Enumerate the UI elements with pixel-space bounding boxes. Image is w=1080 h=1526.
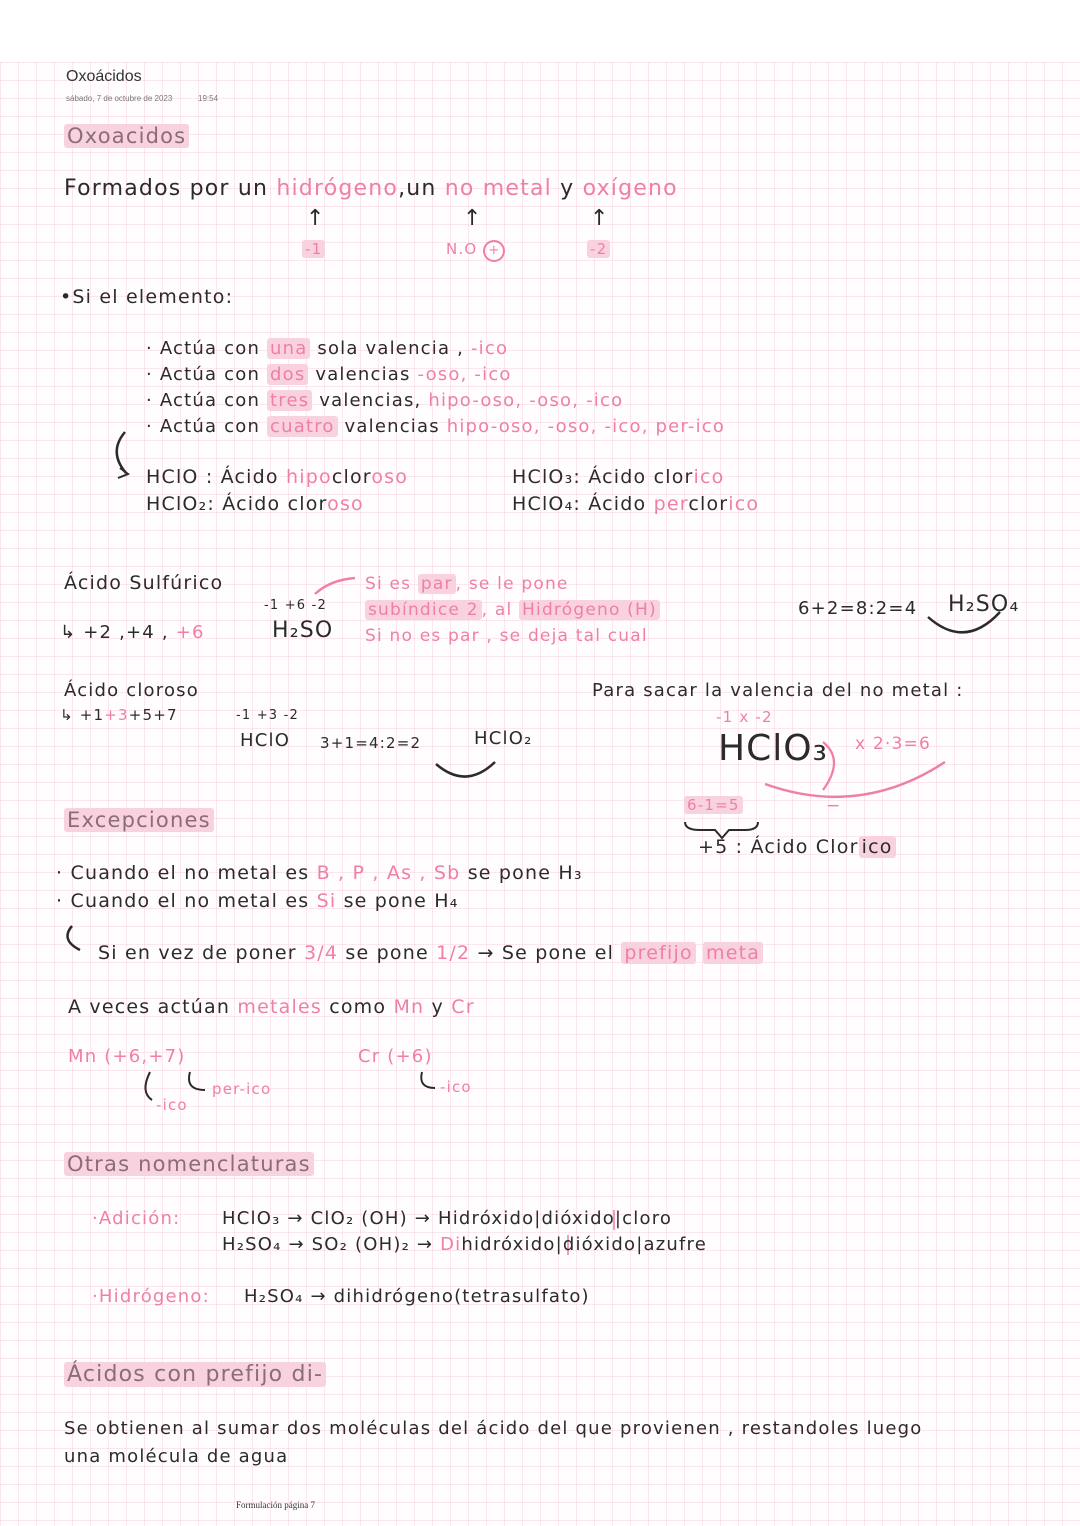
sulfurico-note-1: [365, 574, 569, 594]
adicion-text: hidróxido|dióxido|azufre: [461, 1234, 707, 1255]
cloroso-formula: HClO: [240, 730, 291, 751]
comma-un-text: ,un: [398, 176, 437, 201]
example-suffix: oso: [371, 466, 409, 488]
formed-by-text: Formados por un: [64, 176, 269, 201]
rule-item-1: [146, 338, 508, 359]
rule-count: una: [267, 338, 310, 359]
curved-arrow-icon: [421, 1072, 435, 1088]
rule-pre: · Actúa con: [146, 416, 261, 437]
valencia-calc: 6-1=5: [684, 796, 743, 814]
rule-item-3: [146, 390, 623, 411]
sulfurico-charges: -1 +6 -2: [264, 598, 327, 613]
result-text: +5 : Ácido Clor: [698, 836, 859, 858]
example-formula: HClO₃: Ácido: [512, 466, 647, 488]
hidrogeno-label: ·Hidrógeno:: [92, 1286, 210, 1307]
valence-dark: +1: [79, 706, 105, 724]
note-text: Si es: [365, 574, 412, 594]
line-text: se pone H₃: [467, 862, 583, 884]
h-charge-value: -1: [302, 240, 325, 258]
page-header-background: [0, 0, 1080, 62]
valencia-title: Para sacar la valencia del no metal :: [592, 680, 964, 701]
valencia-times: x 2·3=6: [855, 734, 931, 754]
rule-suffix: hipo-oso, -oso, -ico: [428, 390, 624, 411]
intro-line: [64, 176, 678, 201]
example-root: clor: [688, 493, 729, 515]
adicion-line-2: [222, 1234, 707, 1255]
valencia-charges: -1 x -2: [716, 708, 773, 726]
hidrogeno-line: H₂SO₄ → dihidrógeno(tetrasulfato): [244, 1286, 590, 1307]
curved-arrow-icon: [117, 432, 126, 473]
sulfurico-valences: ↳ +2 ,+4 , +6: [60, 622, 205, 643]
heading-text: Otras nomenclaturas: [64, 1152, 314, 1176]
sulfurico-note-3: Si no es par , se deja tal cual: [365, 626, 648, 646]
rule-pre: · Actúa con: [146, 338, 261, 359]
excepcion-line-1: [56, 862, 583, 884]
sulfurico-title: Ácido Sulfúrico: [64, 572, 224, 594]
curved-arrow-icon: [145, 1072, 152, 1100]
metales-highlight: Mn: [393, 996, 425, 1018]
heading-text: Oxoacidos: [64, 124, 189, 148]
rule-pre: · Actúa con: [146, 364, 261, 385]
sulfurico-result: H₂SO₄: [948, 592, 1020, 617]
rule-pre: · Actúa con: [146, 390, 261, 411]
mn-perico: per-ico: [212, 1080, 272, 1098]
oxigeno-word: oxígeno: [582, 176, 678, 201]
result-highlight: ico: [859, 836, 896, 858]
note-text: , se le pone: [455, 574, 569, 594]
hidrogeno-word: hidrógeno: [276, 176, 399, 201]
example-formula: HClO : Ácido: [146, 466, 279, 488]
o-charge-label: [587, 240, 610, 258]
no-metal-word: no metal: [444, 176, 552, 201]
up-arrow-icon: ↑: [306, 206, 325, 231]
o-charge-value: -2: [587, 240, 610, 258]
example-hclo: [146, 466, 408, 488]
adicion-text: H₂SO₄ → SO₂ (OH)₂ →: [222, 1234, 434, 1255]
rule-item-2: [146, 364, 512, 385]
no-charge-label: [446, 240, 505, 262]
curved-arrow-icon: [436, 762, 495, 777]
plus-circle-icon: +: [483, 240, 505, 262]
prefijo-di-line-2: una molécula de agua: [64, 1446, 289, 1467]
rule-post: sola valencia ,: [317, 338, 465, 359]
rule-post: valencias: [344, 416, 440, 437]
metales-text: A veces actúan: [68, 996, 231, 1018]
example-root: clor: [653, 466, 694, 488]
heading-excepciones: [64, 808, 214, 832]
heading-otras: [64, 1152, 314, 1176]
prefijo-di-line-1: Se obtienen al sumar dos moléculas del ácido del que provienen , restandoles luego: [64, 1418, 923, 1439]
example-root: clor: [331, 466, 372, 488]
cloroso-result: HClO₂: [474, 728, 533, 749]
valence-dark: +5+7: [128, 706, 178, 724]
no-label: N.O: [446, 240, 478, 258]
example-suffix: oso: [327, 493, 364, 515]
line-text: · Cuando el no metal es: [56, 890, 310, 912]
excepcion-line-2: [56, 890, 459, 912]
line-elements: Si: [316, 890, 337, 912]
meta-rule: [98, 942, 763, 964]
heading-text: Excepciones: [64, 808, 214, 832]
rule-suffix: -oso, -ico: [417, 364, 512, 385]
cr-ico: -ico: [440, 1078, 472, 1096]
example-hclo4: [512, 493, 759, 515]
heading-text: Ácidos con prefijo di-: [64, 1362, 326, 1387]
valencia-formula: HClO₃: [718, 728, 828, 769]
rule-post: valencias: [315, 364, 411, 385]
cloroso-valences: ↳ +1+3+5+7: [60, 706, 178, 724]
example-hclo2: [146, 493, 364, 515]
rule-suffix: hipo-oso, -oso, -ico, per-ico: [446, 416, 726, 437]
meta-highlight: prefijo: [621, 942, 695, 964]
example-suffix: ico: [728, 493, 760, 515]
valence-highlight: +3: [104, 706, 129, 724]
arrowhead-icon: [118, 468, 128, 478]
meta-text: se pone: [345, 942, 429, 964]
page-time: 19:54: [198, 94, 219, 103]
mn-ico: -ico: [156, 1096, 188, 1114]
pink-curved-arrow-icon: [315, 578, 355, 594]
valencia-result: [698, 836, 896, 858]
example-prefix: hipo: [286, 466, 332, 488]
sulfurico-note-2: [365, 600, 660, 620]
note-highlight: Hidrógeno (H): [519, 600, 660, 620]
rule-suffix: -ico: [470, 338, 509, 359]
sulfurico-calc: 6+2=8:2=4: [798, 598, 918, 619]
example-root: clor: [287, 493, 328, 515]
example-formula: HClO₂: Ácido: [146, 493, 281, 515]
rule-item-4: [146, 416, 725, 437]
rule-count: tres: [267, 390, 312, 411]
adicion-prefix: Di: [440, 1234, 462, 1255]
note-text: , al: [481, 600, 513, 620]
cr-valences: Cr (+6): [358, 1046, 433, 1067]
metales-text: como: [329, 996, 387, 1018]
rules-lead: •Si el elemento:: [60, 286, 234, 308]
h-charge-label: [302, 240, 325, 258]
adicion-label: ·Adición:: [92, 1208, 181, 1229]
rule-post: valencias,: [319, 390, 422, 411]
meta-fraction: 3/4: [303, 942, 339, 964]
metales-highlight: Cr: [451, 996, 475, 1018]
metales-line: [68, 996, 475, 1018]
heading-oxoacidos: [64, 124, 189, 148]
example-suffix: ico: [693, 466, 725, 488]
y-text: y: [560, 176, 575, 201]
adicion-line-1: HClO₃ → ClO₂ (OH) → Hidróxido|dióxido|cloro: [222, 1208, 673, 1229]
metales-text: y: [431, 996, 444, 1018]
example-hclo3: [512, 466, 725, 488]
line-text: se pone H₄: [343, 890, 459, 912]
line-text: · Cuando el no metal es: [56, 862, 310, 884]
note-highlight: par: [418, 574, 456, 594]
curved-arrow-icon: [189, 1072, 205, 1090]
example-formula: HClO₄: Ácido: [512, 493, 647, 515]
note-highlight: subíndice 2: [365, 600, 482, 620]
meta-text: Si en vez de poner: [98, 942, 297, 964]
cloroso-charges: -1 +3 -2: [236, 708, 299, 723]
mn-valences: Mn (+6,+7): [68, 1046, 186, 1067]
example-prefix: per: [653, 493, 689, 515]
up-arrow-icon: ↑: [590, 206, 609, 231]
meta-highlight: meta: [703, 942, 763, 964]
heading-prefijo-di: [64, 1362, 326, 1387]
cloroso-title: Ácido cloroso: [64, 680, 199, 701]
valencia-minus: −: [826, 796, 842, 816]
sulfurico-formula: H₂SO: [272, 618, 334, 643]
line-elements: B , P , As , Sb: [316, 862, 461, 884]
page-title: Oxoácidos: [66, 68, 142, 85]
meta-fraction: 1/2: [436, 942, 471, 964]
valences-dark: +2 ,+4 ,: [83, 622, 169, 643]
cloroso-calc: 3+1=4:2=2: [320, 734, 422, 752]
curved-arrow-icon: [68, 926, 81, 950]
page-date: sábado, 7 de octubre de 2023: [66, 94, 173, 103]
page-footer: Formulación página 7: [236, 1500, 315, 1510]
rule-count: dos: [267, 364, 308, 385]
valence-highlight: +6: [175, 622, 205, 643]
valencia-calc-box: [684, 796, 743, 814]
meta-text: → Se pone el: [477, 942, 615, 964]
rule-count: cuatro: [267, 416, 338, 437]
metales-highlight: metales: [237, 996, 322, 1018]
up-arrow-icon: ↑: [463, 206, 482, 231]
